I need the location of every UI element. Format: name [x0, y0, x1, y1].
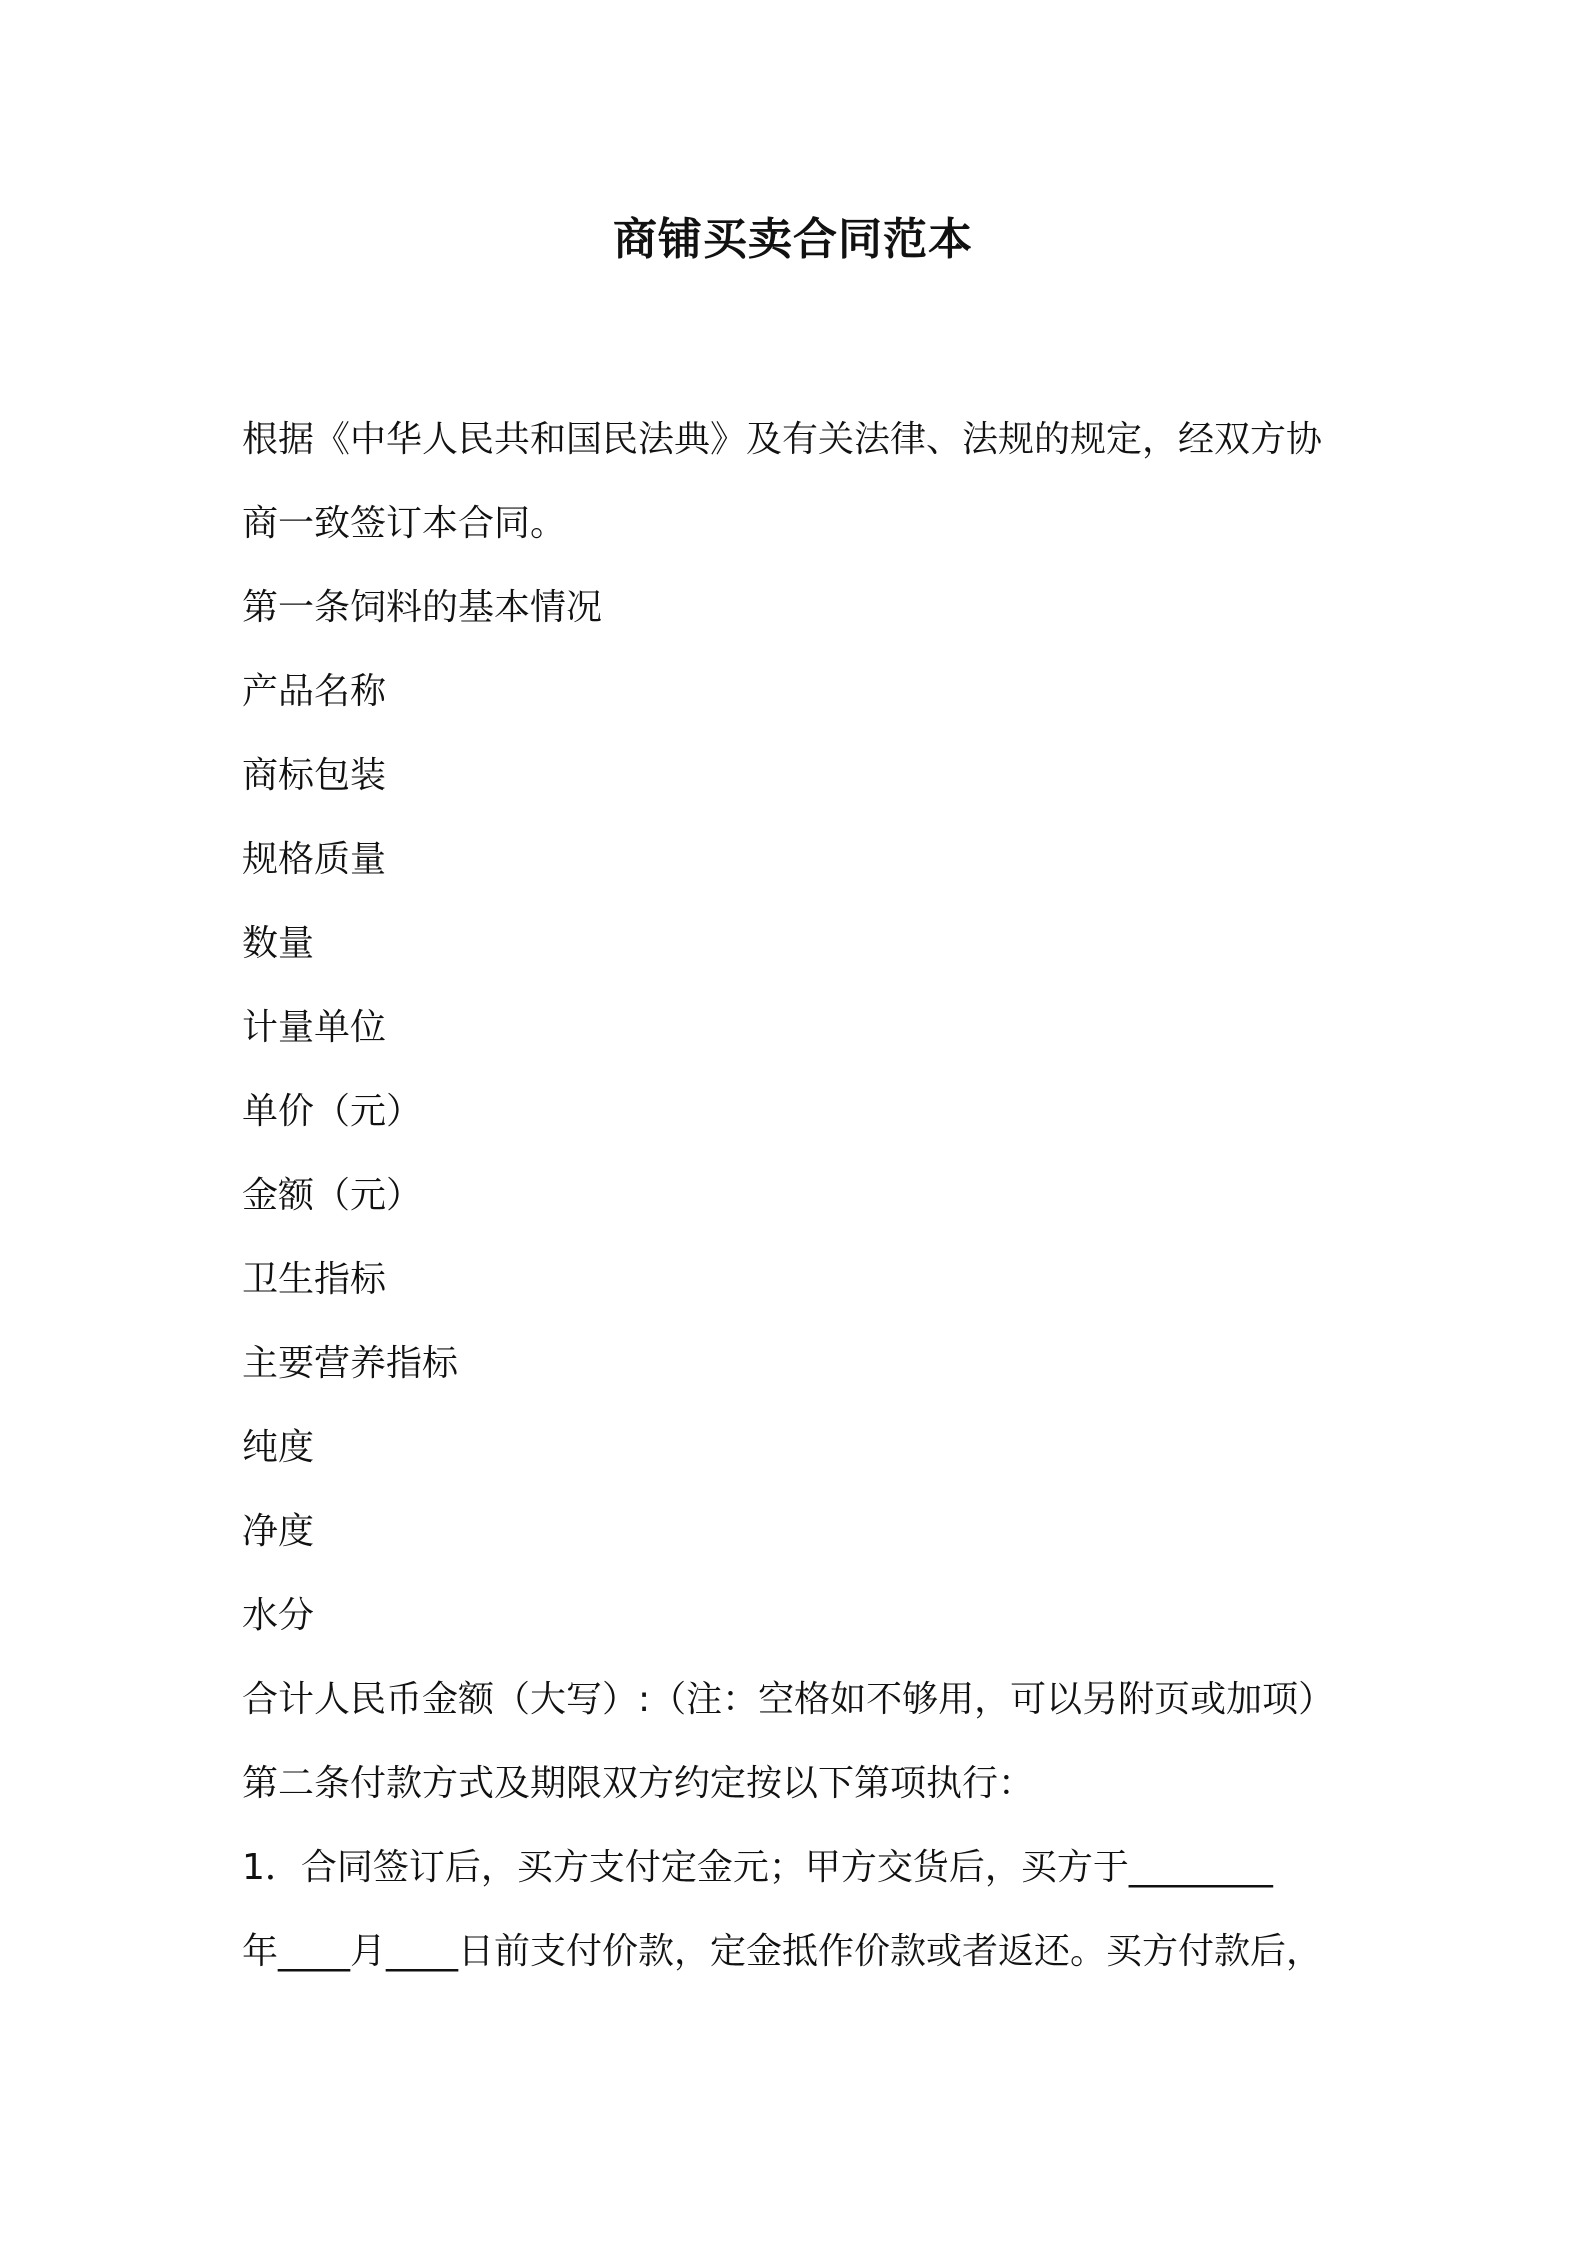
field-label: 纯度 [242, 1427, 315, 1468]
paragraph-line: 商一致签订本合同。 [242, 503, 567, 544]
field-label: 规格质量 [242, 839, 387, 880]
field-label: 商标包装 [242, 755, 387, 796]
field-label: 数量 [242, 923, 315, 964]
field-label: 主要营养指标 [242, 1343, 459, 1384]
field-label: 产品名称 [242, 671, 387, 712]
total-amount-line: 合计人民币金额（大写）:（注：空格如不够用，可以另附页或加项） [242, 1679, 1335, 1720]
document-body [242, 398, 1372, 1994]
field-label: 单价（元） [242, 1091, 423, 1132]
field-label: 净度 [242, 1511, 315, 1552]
article-heading: 第一条饲料的基本情况 [242, 587, 603, 628]
field-label: 卫生指标 [242, 1259, 387, 1300]
paragraph-line: 年____月____日前支付价款，定金抵作价款或者返还。买方付款后， [242, 1931, 1323, 1972]
document-title: 商铺买卖合同范本 [613, 214, 973, 265]
field-label: 水分 [242, 1595, 315, 1636]
paragraph-line: 根据《中华人民共和国民法典》及有关法律、法规的规定，经双方协 [242, 419, 1323, 460]
article-heading: 第二条付款方式及期限双方约定按以下第项执行： [242, 1763, 1035, 1804]
field-label: 计量单位 [242, 1007, 387, 1048]
paragraph-line: 1．合同签订后，买方支付定金元；甲方交货后，买方于________ [242, 1847, 1273, 1888]
field-label: 金额（元） [242, 1175, 423, 1216]
